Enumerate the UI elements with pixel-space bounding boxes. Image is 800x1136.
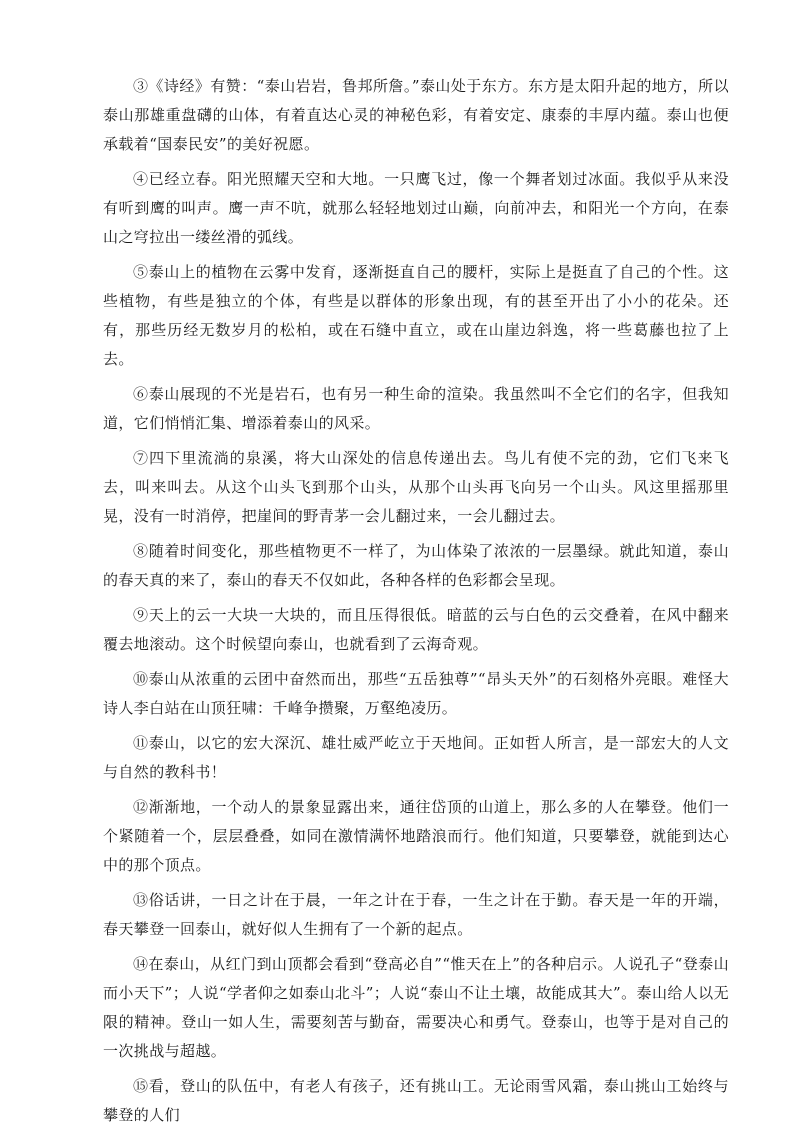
- paragraph-9: ⑨天上的云一大块一大块的，而且压得很低。暗蓝的云与白色的云交叠着，在风中翻来覆去地滚动。这个时候望向泰山，也就看到了云海奇观。: [103, 606, 729, 653]
- paragraph-7: ⑦四下里流淌的泉溪，将大山深处的信息传递出去。鸟儿有使不完的劲，它们飞来飞去，叫来叫去。从这个山头飞到那个山头，从那个山头再飞向另一个山头。风这里摇那里晃，没有一时消停，把崖间的野青茅一会儿翻过来，一会儿翻过去。: [103, 449, 729, 525]
- paragraph-10: ⑩泰山从浓重的云团中奋然而出，那些“五岳独尊”“昂头天外”的石刻格外亮眼。难怪大诗人李白站在山顶狂啸：千峰争攒聚，万壑绝凌历。: [103, 670, 729, 717]
- paragraph-12: ⑫渐渐地，一个动人的景象显露出来，通往岱顶的山道上，那么多的人在攀登。他们一个紧随着一个，层层叠叠，如同在激情满怀地踏浪而行。他们知道，只要攀登，就能到达心中的那个顶点。: [103, 798, 729, 874]
- paragraph-3: ③《诗经》有赞：“泰山岩岩，鲁邦所詹。”泰山处于东方。东方是太阳升起的地方，所以泰山那雄重盘礴的山体，有着直达心灵的神秘色彩，有着安定、康泰的丰厚内蕴。泰山也便承载着“国泰民安”的美好祝愿。: [103, 77, 729, 153]
- paragraph-13: ⑬俗话讲，一日之计在于晨，一年之计在于春，一生之计在于勤。春天是一年的开端，春天攀登一回泰山，就好似人生拥有了一个新的起点。: [103, 891, 729, 938]
- paragraph-5: ⑤泰山上的植物在云雾中发育，逐渐挺直自己的腰杆，实际上是挺直了自己的个性。这些植物，有些是独立的个体，有些是以群体的形象出现，有的甚至开出了小小的花朵。还有，那些历经无数岁月的松柏，或在石缝中直立，或在山崖边斜逸，将一些葛藤也拉了上去。: [103, 263, 729, 368]
- paragraph-8: ⑧随着时间变化，那些植物更不一样了，为山体染了浓浓的一层墨绿。就此知道，泰山的春天真的来了，泰山的春天不仅如此，各种各样的色彩都会呈现。: [103, 542, 729, 589]
- paragraph-6: ⑥泰山展现的不光是岩石，也有另一种生命的渲染。我虽然叫不全它们的名字，但我知道，它们悄悄汇集、增添着泰山的风采。: [103, 385, 729, 432]
- paragraph-14: ⑭在泰山，从红门到山顶都会看到“登高必自”“惟天在上”的各种启示。人说孔子“登泰山而小天下”；人说“学者仰之如泰山北斗”；人说“泰山不让土壤，故能成其大”。泰山给人以无限的精神。登山一如人生，需要刻苦与勤奋，需要决心和勇气。登泰山，也等于是对自己的一次挑战与超越。: [103, 955, 729, 1060]
- article-body: [103, 72, 729, 1136]
- paragraph-11: ⑪泰山，以它的宏大深沉、雄壮威严屹立于天地间。正如哲人所言，是一部宏大的人文与自然的教科书！: [103, 734, 729, 781]
- paragraph-4: ④已经立春。阳光照耀天空和大地。一只鹰飞过，像一个舞者划过冰面。我似乎从来没有听到鹰的叫声。鹰一声不吭，就那么轻轻地划过山巅，向前冲去，和阳光一个方向，在泰山之穹拉出一缕丝滑的弧线。: [103, 170, 729, 246]
- paragraph-15: ⑮看，登山的队伍中，有老人有孩子，还有挑山工。无论雨雪风霜，泰山挑山工始终与攀登的人们: [103, 1077, 729, 1124]
